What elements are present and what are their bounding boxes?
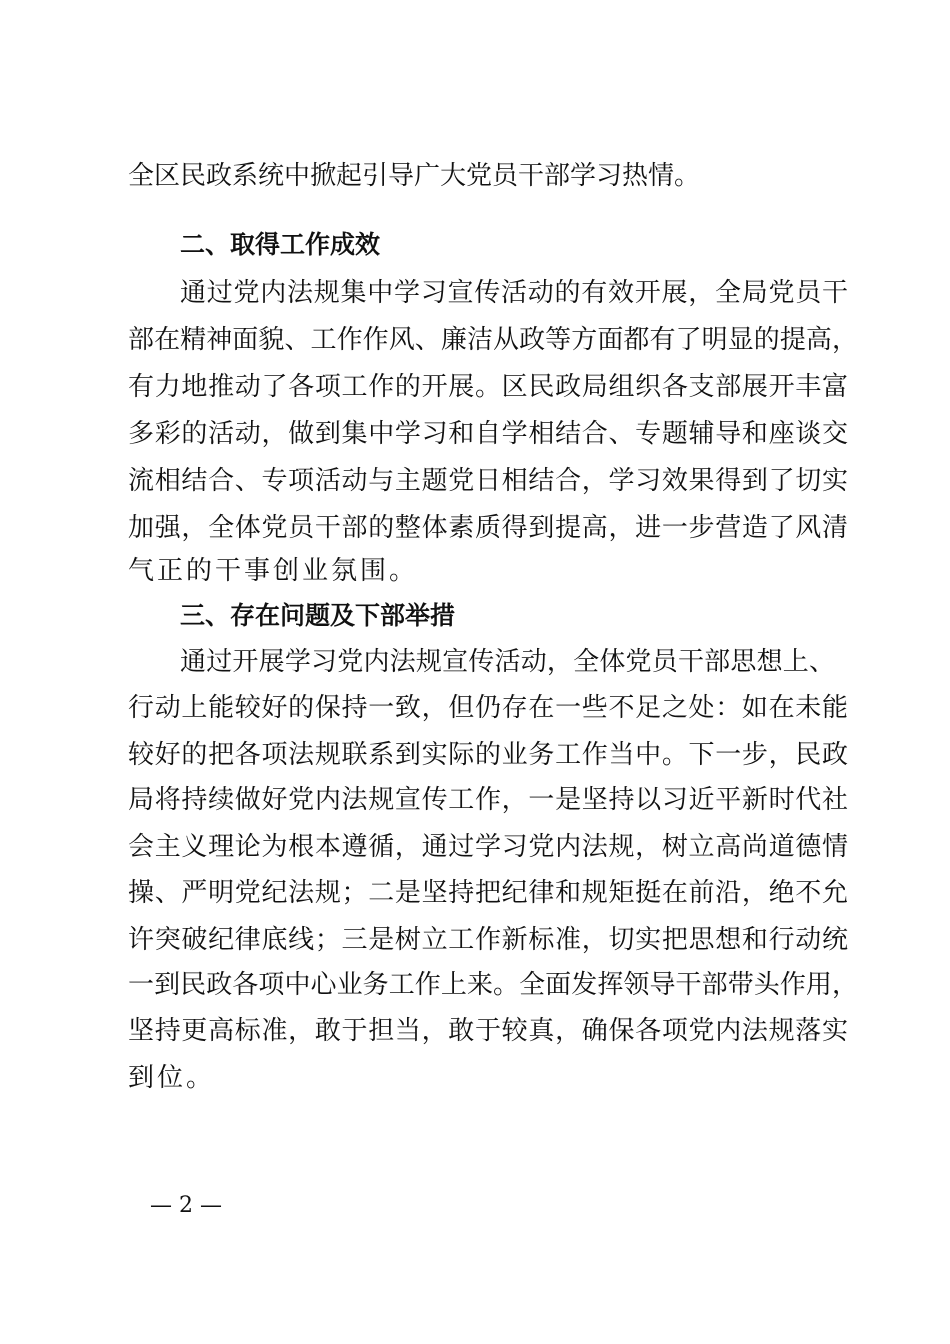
body-text-line: 较好的把各项法规联系到实际的业务工作当中。下一步，民政 bbox=[128, 740, 848, 770]
body-text-line: 全区民政系统中掀起引导广大党员干部学习热情。 bbox=[128, 161, 701, 191]
body-text-line: 多彩的活动，做到集中学习和自学相结合、专题辅导和座谈交 bbox=[128, 419, 848, 449]
body-text-line: 许突破纪律底线；三是树立工作新标准，切实把思想和行动统 bbox=[128, 925, 848, 955]
body-text-line: 气正的干事创业氛围。 bbox=[128, 556, 419, 586]
body-text-line: 有力地推动了各项工作的开展。区民政局组织各支部展开丰富 bbox=[128, 372, 848, 402]
body-text-line: 流相结合、专项活动与主题党日相结合，学习效果得到了切实 bbox=[128, 466, 848, 496]
body-text-line: 通过党内法规集中学习宣传活动的有效开展，全局党员干 bbox=[180, 278, 848, 308]
page-number: — 2 — bbox=[150, 1193, 222, 1218]
body-text-line: 通过开展学习党内法规宣传活动，全体党员干部思想上、 bbox=[180, 647, 835, 677]
section-heading: 三、存在问题及下部举措 bbox=[180, 601, 456, 630]
body-text-line: 到位。 bbox=[128, 1063, 216, 1093]
body-text-line: 会主义理论为根本遵循，通过学习党内法规，树立高尚道德情 bbox=[128, 832, 848, 862]
body-text-line: 部在精神面貌、工作作风、廉洁从政等方面都有了明显的提高， bbox=[128, 325, 858, 355]
body-text-line: 一到民政各项中心业务工作上来。全面发挥领导干部带头作用， bbox=[128, 970, 858, 1000]
body-text-line: 坚持更高标准，敢于担当，敢于较真，确保各项党内法规落实 bbox=[128, 1016, 848, 1046]
body-text-line: 行动上能较好的保持一致，但仍存在一些不足之处：如在未能 bbox=[128, 693, 848, 723]
body-text-line: 加强，全体党员干部的整体素质得到提高，进一步营造了风清 bbox=[128, 513, 848, 543]
body-text-line: 操、严明党纪法规；二是坚持把纪律和规矩挺在前沿，绝不允 bbox=[128, 878, 848, 908]
body-text-line: 局将持续做好党内法规宣传工作，一是坚持以习近平新时代社 bbox=[128, 785, 848, 815]
section-heading: 二、取得工作成效 bbox=[180, 230, 381, 259]
